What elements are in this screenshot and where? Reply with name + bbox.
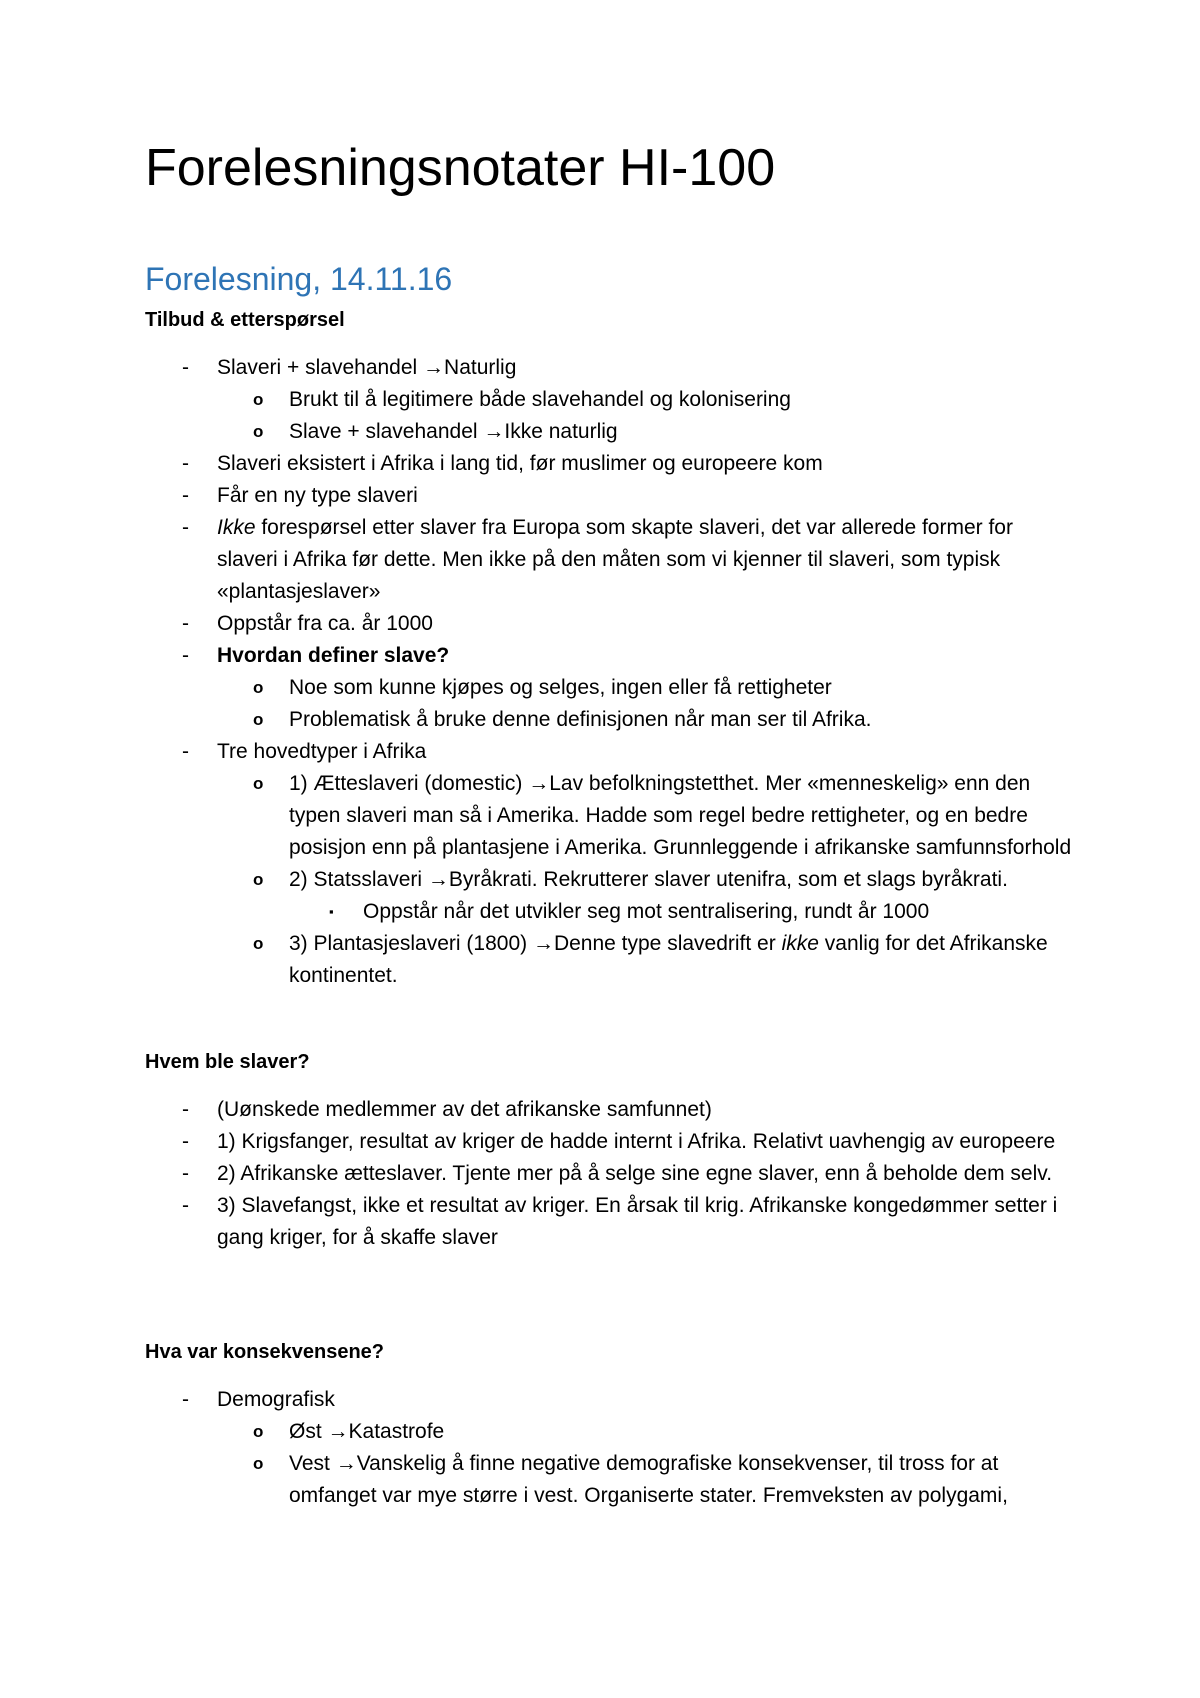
sub-list-item-text: Noe som kunne kjøpes og selges, ingen eller få rettigheter [289, 676, 832, 699]
dash-bullet: - [182, 452, 189, 475]
circle-bullet: o [253, 934, 264, 953]
list-item-text: Slaveri eksistert i Afrika i lang tid, før muslimer og europeere kom [217, 452, 823, 475]
dash-bullet: - [182, 612, 189, 635]
dash-bullet: - [182, 1162, 189, 1185]
dash-bullet: - [182, 740, 189, 763]
list-item [145, 1094, 1075, 1126]
list-item [145, 1190, 1075, 1254]
bullet-list [145, 1094, 1075, 1254]
sub-list-item [145, 864, 1075, 928]
dash-bullet: - [182, 484, 189, 507]
sub-sub-list-item [145, 896, 1075, 928]
sub-list-item [145, 672, 1075, 704]
sub-list-item-text: vanlig for det Afrikanske kontinentet. [289, 932, 1048, 987]
section-title: Hva var konsekvensene? [145, 1341, 385, 1363]
list-item-text: 3) Slavefangst, ikke et resultat av kriger. En årsak til krig. Afrikanske kongedømmer setter i gang kriger, for å skaffe slaver [217, 1194, 1058, 1249]
sub-list-item [145, 768, 1075, 864]
bullet-list [145, 352, 1075, 992]
dash-bullet: - [182, 1130, 189, 1153]
list-item [145, 736, 1075, 992]
circle-bullet: o [253, 678, 264, 697]
sub-list-item [145, 704, 1075, 736]
sub-list-item-text: 2) Statsslaveri →Byråkrati. Rekrutterer slaver utenifra, som et slags byråkrati. [289, 868, 1008, 891]
list-item-text: 2) Afrikanske ætteslaver. Tjente mer på å selge sine egne slaver, enn å beholde dem selv. [217, 1162, 1053, 1185]
bullet-list [145, 1384, 1075, 1512]
sub-list-item-text: Slave + slavehandel →Ikke naturlig [289, 420, 618, 443]
document-title: Forelesningsnotater HI-100 [145, 139, 776, 197]
list-item [145, 1126, 1075, 1158]
circle-bullet: o [253, 774, 264, 793]
section-title: Tilbud & etterspørsel [145, 309, 345, 331]
sub-list-item-text: Brukt til å legitimere både slavehandel og kolonisering [289, 388, 791, 411]
sub-list-item [145, 1448, 1075, 1512]
list-item [145, 512, 1075, 608]
dash-bullet: - [182, 644, 189, 667]
sub-list-item [145, 384, 1075, 416]
list-item [145, 352, 1075, 448]
italic-text: ikke [781, 932, 819, 955]
dash-bullet: - [182, 516, 189, 539]
sub-list [145, 768, 1075, 992]
lecture-heading: Forelesning, 14.11.16 [145, 261, 453, 297]
circle-bullet: o [253, 390, 264, 409]
sub-list [145, 384, 1075, 448]
list-item [145, 480, 1075, 512]
list-item [145, 640, 1075, 736]
list-item [145, 1384, 1075, 1512]
list-item [145, 448, 1075, 480]
italic-text: Ikke [217, 516, 256, 539]
dash-bullet: - [182, 1098, 189, 1121]
circle-bullet: o [253, 870, 264, 889]
list-item [145, 608, 1075, 640]
dash-bullet: - [182, 1388, 189, 1411]
sub-list-item-text: 3) Plantasjeslaveri (1800) →Denne type slavedrift er [289, 932, 782, 955]
list-item-text: 1) Krigsfanger, resultat av kriger de hadde internt i Afrika. Relativt uavhengig av europeere [217, 1130, 1056, 1153]
list-item [145, 1158, 1075, 1190]
list-item-text: Hvordan definer slave? [217, 644, 450, 667]
sub-list-item [145, 1416, 1075, 1448]
circle-bullet: o [253, 1422, 264, 1441]
circle-bullet: o [253, 422, 264, 441]
list-item-text: Oppstår fra ca. år 1000 [217, 612, 433, 635]
section-who-became-slaves [145, 1048, 1075, 1254]
sub-list-item-text: Øst →Katastrofe [289, 1420, 445, 1443]
list-item-text: Tre hovedtyper i Afrika [217, 740, 427, 763]
sub-sub-list-item-text: Oppstår når det utvikler seg mot sentralisering, rundt år 1000 [363, 900, 930, 923]
list-item-text: (Uønskede medlemmer av det afrikanske samfunnet) [217, 1098, 712, 1121]
circle-bullet: o [253, 710, 264, 729]
sub-list-item [145, 416, 1075, 448]
dash-bullet: - [182, 356, 189, 379]
list-item-text: Slaveri + slavehandel →Naturlig [217, 356, 517, 379]
sub-sub-list [145, 896, 1075, 928]
list-item-text: Får en ny type slaveri [217, 484, 418, 507]
sub-list-item-text: Problematisk å bruke denne definisjonen når man ser til Afrika. [289, 708, 872, 731]
sub-list [145, 672, 1075, 736]
sub-list-item-text: Vest →Vanskelig å finne negative demografiske konsekvenser, til tross for at omfanget var mye større i vest. Organiserte stater. Fremveksten av polygami, [289, 1452, 1008, 1507]
list-item-text: Demografisk [217, 1388, 335, 1411]
section-consequences [145, 1338, 1075, 1512]
sub-list-item [145, 928, 1075, 992]
sub-list-item-text: 1) Ætteslaveri (domestic) →Lav befolkningstetthet. Mer «menneskelig» enn den typen slaveri man så i Amerika. Hadde som regel bedre rettigheter, og en bedre posisjon enn på plantasjene i Amerika. Grunnleggende i afrikanske samfunnsforhold [289, 772, 1072, 859]
sub-list [145, 1416, 1075, 1512]
circle-bullet: o [253, 1454, 264, 1473]
dash-bullet: - [182, 1194, 189, 1217]
list-item-text: forespørsel etter slaver fra Europa som skapte slaveri, det var allerede former for slaveri i Afrika før dette. Men ikke på den måten som vi kjenner til slaveri, som typisk «plantasjeslaver» [217, 516, 1013, 603]
section-supply-demand [145, 306, 1075, 992]
section-title: Hvem ble slaver? [145, 1051, 310, 1073]
square-bullet: ▪ [329, 904, 334, 919]
